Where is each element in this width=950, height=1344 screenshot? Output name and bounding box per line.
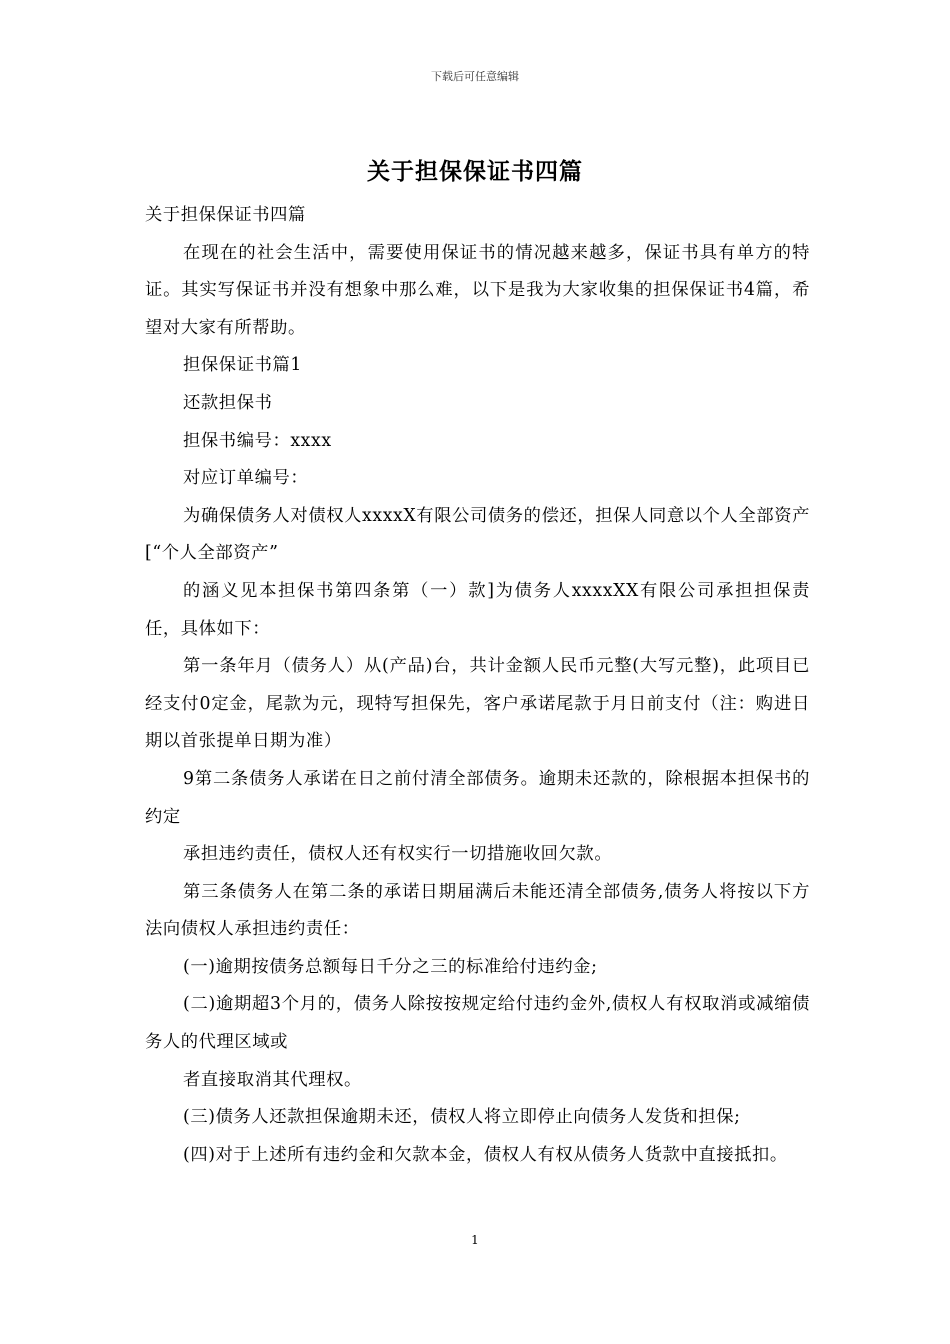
body-paragraph: 担保保证书篇1 (183, 355, 302, 376)
body-paragraph: 担保书编号：xxxx (183, 430, 332, 451)
body-paragraph: 为确保债务人对债权人xxxxX有限公司债务的偿还，担保人同意以个人全部资产[“个人全部资产” (145, 505, 810, 564)
body-paragraph: 还款担保书 (183, 392, 273, 413)
body-paragraph: 9第二条债务人承诺在日之前付清全部债务。逾期未还款的，除根据本担保书的约定 (145, 768, 810, 827)
body-paragraph: 的涵义见本担保书第四条第（一）款]为债务人xxxxXX有限公司承担担保责任，具体如下： (145, 580, 810, 639)
page-number: 1 (471, 1233, 479, 1247)
document-title: 关于担保保证书四篇 (367, 158, 583, 185)
body-paragraph: 承担违约责任，债权人还有权实行一切措施收回欠款。 (183, 844, 613, 865)
header-note: 下载后可任意编辑 (431, 70, 519, 83)
body-paragraph: 对应订单编号： (183, 468, 309, 489)
body-paragraph: 第一条年月（债务人）从(产品)台，共计金额人民币元整(大写元整)，此项目已经支付0定金，尾款为元，现特写担保先，客户承诺尾款于月日前支付（注：购进日期以首张提单日期为准） (145, 656, 810, 752)
body-paragraph: (四)对于上述所有违约金和欠款本金，债权人有权从债务人货款中直接抵扣。 (183, 1144, 788, 1165)
body-paragraph: (二)逾期超3个月的，债务人除按按规定给付违约金外,债权人有权取消或减缩债务人的代理区域或 (145, 994, 810, 1053)
body-paragraph: (一)逾期按债务总额每日千分之三的标准给付违约金; (183, 956, 598, 977)
body-paragraph: 关于担保保证书四篇 (145, 205, 306, 225)
body-paragraph: 在现在的社会生活中，需要使用保证书的情况越来越多，保证书具有单方的特证。其实写保证书并没有想象中那么难，以下是我为大家收集的担保保证书4篇，希望对大家有所帮助。 (145, 242, 810, 338)
body-paragraph: 者直接取消其代理权。 (183, 1069, 362, 1090)
body-paragraph: 第三条债务人在第二条的承诺日期届满后未能还清全部债务,债务人将按以下方法向债权人承担违约责任： (145, 881, 810, 940)
body-paragraph: (三)债务人还款担保逾期未还，债权人将立即停止向债务人发货和担保; (183, 1107, 741, 1128)
document-body (145, 197, 810, 1174)
